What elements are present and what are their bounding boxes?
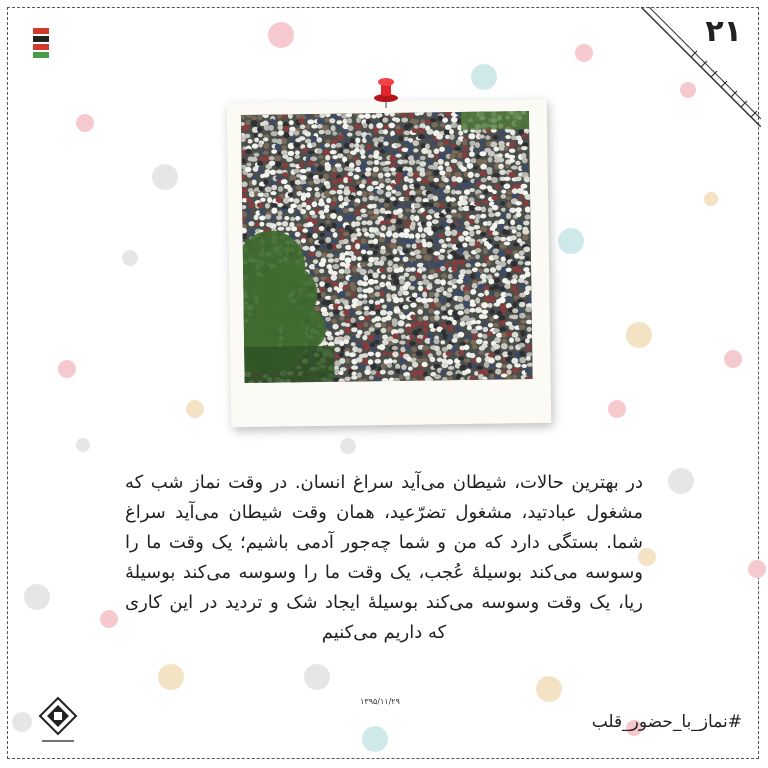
decor-dot bbox=[268, 22, 294, 48]
decor-dot bbox=[58, 360, 76, 378]
decor-dot bbox=[704, 192, 718, 206]
decor-dot bbox=[100, 610, 118, 628]
decor-dot bbox=[76, 114, 94, 132]
decor-dot bbox=[608, 400, 626, 418]
crowd-photo bbox=[241, 111, 533, 383]
push-pin-icon bbox=[371, 76, 401, 110]
corner-ribbon bbox=[641, 7, 761, 127]
hashtag: #نماز_با_حضور_قلب bbox=[591, 712, 742, 732]
decor-dot bbox=[536, 676, 562, 702]
decor-dot bbox=[724, 350, 742, 368]
quote-text: در بهترین حالات، شیطان می‌آید سراغ انسان. در وقت نماز شب که مشغول عبادتید، مشغول تضرّعید، همان وقت شیطان می‌آید سراغ شما. بستگی دارد که من و شما چه‌جور آدمی باشیم؛ یک وقت ما را وسوسه می‌کند بوسیلهٔ عُجب، یک وقت ما را وسوسه می‌کند بوسیلهٔ ریا، یک وقت وسوسه می‌کند بوسیلهٔ ایجاد شک و تردید در این کاری که داریم می‌کنیم bbox=[125, 472, 643, 643]
publisher-emblem bbox=[36, 696, 80, 746]
decor-dot bbox=[304, 664, 330, 690]
decor-dot bbox=[122, 250, 138, 266]
decor-dot bbox=[152, 164, 178, 190]
decor-dot bbox=[471, 64, 497, 90]
page-number: ۲۱ bbox=[705, 14, 742, 49]
decor-dot bbox=[76, 438, 90, 452]
decor-dot bbox=[680, 82, 696, 98]
decor-dot bbox=[24, 584, 50, 610]
decor-dot bbox=[558, 228, 584, 254]
decor-dot bbox=[668, 468, 694, 494]
brand-logo bbox=[30, 28, 52, 62]
decor-dot bbox=[748, 560, 766, 578]
date-label: ۱۳۹۵/۱۱/۲۹ bbox=[360, 697, 400, 706]
decor-dot bbox=[12, 712, 32, 732]
decor-dot bbox=[362, 726, 388, 752]
polaroid-photo bbox=[227, 99, 551, 427]
crowd-image bbox=[241, 111, 533, 383]
decor-dot bbox=[340, 438, 356, 454]
decor-dot bbox=[575, 44, 593, 62]
decor-dot bbox=[626, 322, 652, 348]
decor-dot bbox=[186, 400, 204, 418]
decor-dot bbox=[158, 664, 184, 690]
